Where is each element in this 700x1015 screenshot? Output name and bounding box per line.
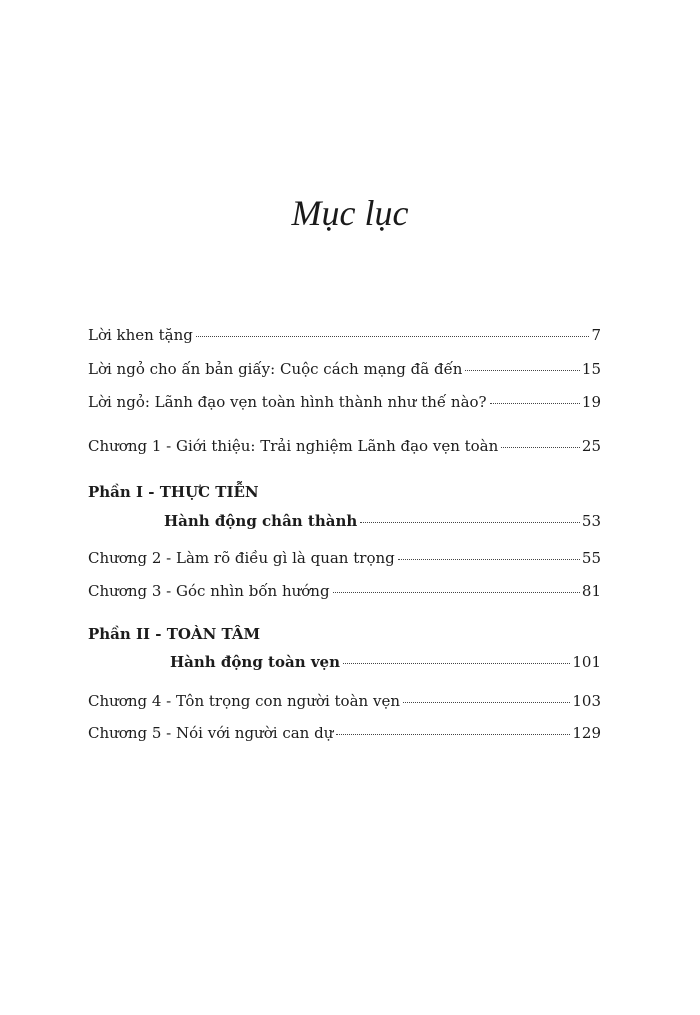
toc-entry-page: 101 bbox=[572, 653, 601, 671]
toc-entry-loi-ngo[interactable] bbox=[88, 389, 601, 415]
dot-leader bbox=[360, 522, 580, 523]
toc-entry-label: Hành động toàn vẹn bbox=[170, 653, 340, 671]
toc-entry-loi-ngo-an-ban-giay[interactable] bbox=[88, 356, 601, 382]
toc-entry-chuong-5[interactable] bbox=[88, 720, 601, 746]
part-2-heading: Phần II - TOÀN TÂM bbox=[88, 625, 261, 643]
toc-entry-part-2-subtitle[interactable] bbox=[170, 649, 601, 675]
toc-entry-label: Chương 3 - Góc nhìn bốn hướng bbox=[88, 582, 330, 600]
toc-entry-chuong-1[interactable] bbox=[88, 433, 601, 459]
toc-entry-label: Hành động chân thành bbox=[164, 512, 358, 530]
toc-entry-page: 103 bbox=[572, 692, 601, 710]
dot-leader bbox=[403, 702, 570, 703]
toc-entry-chuong-3[interactable] bbox=[88, 578, 601, 604]
toc-entry-label: Chương 5 - Nói với người can dự bbox=[88, 724, 334, 742]
toc-entry-chuong-2[interactable] bbox=[88, 545, 601, 571]
dot-leader bbox=[465, 370, 579, 371]
toc-entry-loi-khen-tang[interactable] bbox=[88, 322, 601, 348]
dot-leader bbox=[490, 403, 580, 404]
dot-leader bbox=[343, 663, 570, 664]
dot-leader bbox=[196, 336, 590, 337]
dot-leader bbox=[333, 592, 580, 593]
toc-entry-page: 15 bbox=[581, 360, 601, 378]
toc-entry-page: 53 bbox=[581, 512, 601, 530]
page-title: Mục lục bbox=[291, 193, 409, 233]
toc-entry-label: Lời khen tặng bbox=[88, 326, 193, 344]
toc-entry-label: Chương 2 - Làm rõ điều gì là quan trọng bbox=[88, 549, 395, 567]
toc-entry-page: 19 bbox=[581, 393, 601, 411]
toc-entry-chuong-4[interactable] bbox=[88, 688, 601, 714]
dot-leader bbox=[398, 559, 580, 560]
toc-entry-label: Lời ngỏ cho ấn bản giấy: Cuộc cách mạng đã đến bbox=[88, 360, 463, 378]
toc-entry-part-1-subtitle[interactable] bbox=[164, 508, 601, 534]
toc-entry-page: 129 bbox=[572, 724, 601, 742]
part-1-heading: Phần I - THỰC TIỄN bbox=[88, 483, 259, 501]
toc-entry-page: 25 bbox=[581, 437, 601, 455]
toc-entry-label: Chương 4 - Tôn trọng con người toàn vẹn bbox=[88, 692, 400, 710]
toc-entry-page: 7 bbox=[591, 326, 601, 344]
toc-entry-label: Chương 1 - Giới thiệu: Trải nghiệm Lãnh đạo vẹn toàn bbox=[88, 437, 499, 455]
toc-entry-page: 81 bbox=[581, 582, 601, 600]
toc-entry-label: Lời ngỏ: Lãnh đạo vẹn toàn hình thành như thế nào? bbox=[88, 393, 487, 411]
dot-leader bbox=[336, 734, 570, 735]
dot-leader bbox=[501, 447, 580, 448]
toc-entry-page: 55 bbox=[581, 549, 601, 567]
